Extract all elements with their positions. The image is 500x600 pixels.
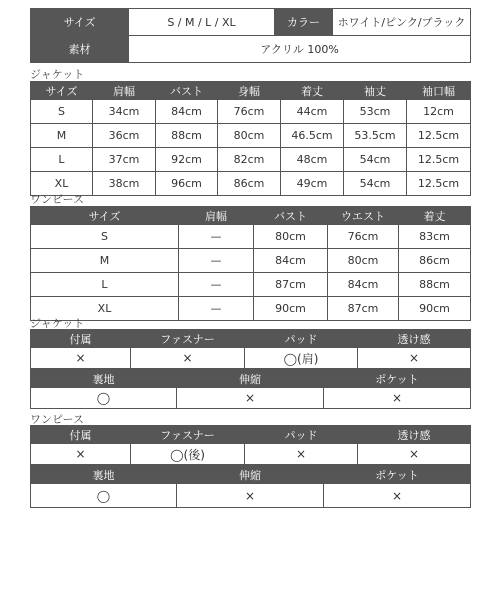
header-cell: 肩幅 <box>93 82 156 100</box>
table-row <box>31 484 471 508</box>
header-cell: 伸縮 <box>177 466 324 484</box>
table-cell: 54cm <box>344 172 407 196</box>
header-cell: 裏地 <box>31 466 177 484</box>
header-cell: 付属 <box>31 330 131 348</box>
header-cell: バスト <box>156 82 218 100</box>
table-row <box>31 172 471 196</box>
color-value: ホワイト/ピンク/ブラック <box>333 9 471 36</box>
jacket-size-table <box>30 81 471 196</box>
header-cell: ウエスト <box>328 207 399 225</box>
table-cell: ◯ <box>31 484 177 508</box>
table-cell: 54cm <box>344 148 407 172</box>
table-cell: 87cm <box>254 273 328 297</box>
material-label: 素材 <box>31 36 129 63</box>
onepiece-spec-table-row1 <box>30 425 471 465</box>
table-cell: — <box>179 249 254 273</box>
table-cell: × <box>245 444 358 465</box>
table-cell: × <box>324 484 471 508</box>
table-cell: × <box>177 388 324 409</box>
header-cell: ファスナー <box>131 426 245 444</box>
table-cell: 37cm <box>93 148 156 172</box>
header-cell: 付属 <box>31 426 131 444</box>
onepiece-spec-title: ワンピース <box>30 413 85 426</box>
table-cell: 84cm <box>328 273 399 297</box>
table-cell: S <box>31 225 179 249</box>
table-cell: 53cm <box>344 100 407 124</box>
product-info-table <box>30 8 471 63</box>
table-cell: 87cm <box>328 297 399 321</box>
header-cell: パッド <box>245 426 358 444</box>
table-cell: 80cm <box>254 225 328 249</box>
table-cell: ◯(後) <box>131 444 245 465</box>
table-row <box>31 100 471 124</box>
table-cell: 92cm <box>156 148 218 172</box>
table-cell: — <box>179 273 254 297</box>
header-cell: パッド <box>245 330 358 348</box>
table-row <box>31 348 471 369</box>
table-cell: M <box>31 249 179 273</box>
table-cell: 49cm <box>281 172 344 196</box>
table-cell: 38cm <box>93 172 156 196</box>
table-cell: 12.5cm <box>407 124 471 148</box>
table-cell: × <box>131 348 245 369</box>
header-cell: ポケット <box>324 370 471 388</box>
table-cell: 12cm <box>407 100 471 124</box>
jacket-spec-table-row1 <box>30 329 471 369</box>
table-cell: 12.5cm <box>407 148 471 172</box>
onepiece-spec-table-row2 <box>30 465 471 508</box>
table-row <box>31 225 471 249</box>
table-row <box>31 148 471 172</box>
color-label: カラー <box>275 9 333 36</box>
table-cell: × <box>358 348 471 369</box>
table-cell: 46.5cm <box>281 124 344 148</box>
table-cell: × <box>324 388 471 409</box>
table-cell: 83cm <box>399 225 471 249</box>
table-cell: XL <box>31 172 93 196</box>
table-row <box>31 273 471 297</box>
table-cell: 88cm <box>399 273 471 297</box>
header-cell: サイズ <box>31 82 93 100</box>
table-cell: 82cm <box>218 148 281 172</box>
table-cell: × <box>358 444 471 465</box>
table-cell: 48cm <box>281 148 344 172</box>
table-cell: 84cm <box>254 249 328 273</box>
table-cell: ◯ <box>31 388 177 409</box>
header-cell: サイズ <box>31 207 179 225</box>
size-value: S / M / L / XL <box>129 9 275 36</box>
header-cell: 袖口幅 <box>407 82 471 100</box>
header-cell: 身幅 <box>218 82 281 100</box>
table-cell: 76cm <box>218 100 281 124</box>
table-cell: L <box>31 148 93 172</box>
size-label: サイズ <box>31 9 129 36</box>
table-cell: 44cm <box>281 100 344 124</box>
table-cell: 34cm <box>93 100 156 124</box>
table-cell: 76cm <box>328 225 399 249</box>
table-cell: × <box>31 348 131 369</box>
table-cell: 84cm <box>156 100 218 124</box>
header-cell: バスト <box>254 207 328 225</box>
table-cell: XL <box>31 297 179 321</box>
header-cell: 着丈 <box>281 82 344 100</box>
header-cell: 袖丈 <box>344 82 407 100</box>
jacket-size-title: ジャケット <box>30 68 85 81</box>
table-cell: ◯(肩) <box>245 348 358 369</box>
header-cell: 着丈 <box>399 207 471 225</box>
header-cell: 肩幅 <box>179 207 254 225</box>
table-cell: 88cm <box>156 124 218 148</box>
table-cell: × <box>31 444 131 465</box>
header-cell: ポケット <box>324 466 471 484</box>
table-cell: 53.5cm <box>344 124 407 148</box>
table-row <box>31 444 471 465</box>
table-cell: 80cm <box>328 249 399 273</box>
table-row <box>31 297 471 321</box>
table-cell: 90cm <box>399 297 471 321</box>
header-cell: 伸縮 <box>177 370 324 388</box>
table-cell: 80cm <box>218 124 281 148</box>
table-cell: L <box>31 273 179 297</box>
table-cell: — <box>179 225 254 249</box>
table-cell: — <box>179 297 254 321</box>
onepiece-size-title: ワンピース <box>30 193 85 206</box>
material-value: アクリル 100% <box>129 36 471 63</box>
table-cell: M <box>31 124 93 148</box>
jacket-spec-title: ジャケット <box>30 317 85 330</box>
onepiece-size-table <box>30 206 471 321</box>
table-cell: 86cm <box>218 172 281 196</box>
table-cell: S <box>31 100 93 124</box>
table-cell: 86cm <box>399 249 471 273</box>
table-cell: 12.5cm <box>407 172 471 196</box>
table-cell: 96cm <box>156 172 218 196</box>
header-cell: 透け感 <box>358 426 471 444</box>
table-row <box>31 388 471 409</box>
header-cell: ファスナー <box>131 330 245 348</box>
table-row <box>31 249 471 273</box>
table-row <box>31 124 471 148</box>
header-cell: 透け感 <box>358 330 471 348</box>
jacket-spec-table-row2 <box>30 369 471 409</box>
header-cell: 裏地 <box>31 370 177 388</box>
table-cell: × <box>177 484 324 508</box>
table-cell: 36cm <box>93 124 156 148</box>
table-cell: 90cm <box>254 297 328 321</box>
